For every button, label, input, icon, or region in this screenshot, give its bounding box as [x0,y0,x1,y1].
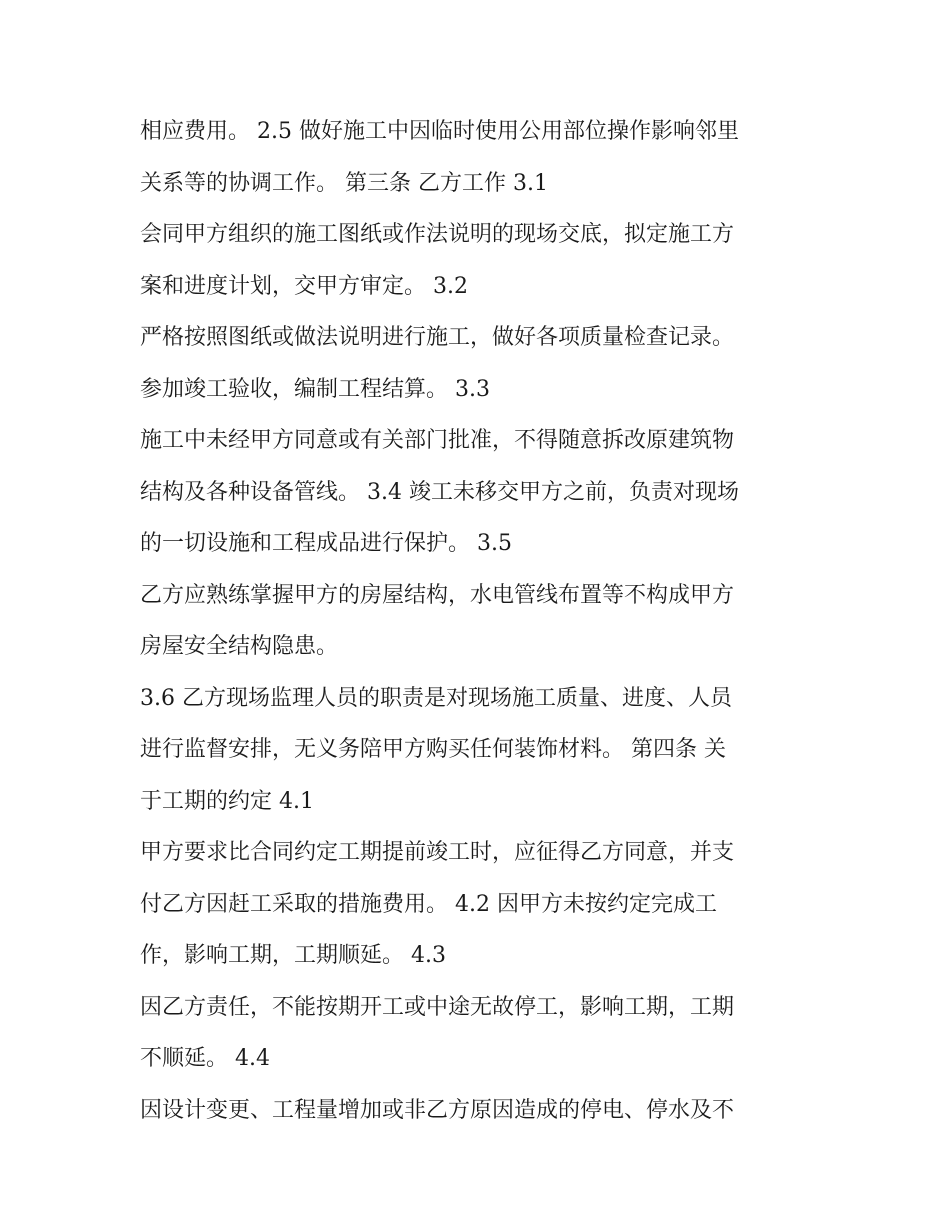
text-line: 于工期的约定 4.1 [140,788,314,814]
text-line: 甲方要求比合同约定工期提前竣工时，应征得乙方同意，并支 [140,840,735,865]
contract-text-body [140,106,830,1136]
text-line: 的一切设施和工程成品进行保护。 3.5 [140,531,512,556]
text-line: 施工中未经甲方同意或有关部门批准，不得随意拆改原建筑物 [140,428,735,453]
text-line: 乙方应熟练掌握甲方的房屋结构，水电管线布置等不构成甲方 [140,582,735,608]
text-line: 相应费用。 2.5 做好施工中因临时使用公用部位操作影响邻里 [140,119,739,144]
text-line: 因乙方责任，不能按期开工或中途无故停工，影响工期，工期 [140,994,735,1020]
text-line: 不顺延。 4.4 [140,1046,270,1071]
text-line: 作，影响工期，工期顺延。 4.3 [140,943,446,968]
text-line: 案和进度计划，交甲方审定。 3.2 [140,273,468,299]
text-line: 关系等的协调工作。 第三条 乙方工作 3.1 [140,170,548,196]
text-line: 严格按照图纸或做法说明进行施工，做好各项质量检查记录。 [140,325,735,350]
text-line: 进行监督安排，无义务陪甲方购买任何装饰材料。 第四条 关 [140,737,726,762]
text-line: 付乙方因赶工采取的措施费用。 4.2 因甲方未按约定完成工 [140,891,717,917]
text-line: 因设计变更、工程量增加或非乙方原因造成的停电、停水及不 [140,1097,735,1123]
text-line: 参加竣工验收，编制工程结算。 3.3 [140,376,490,402]
text-line: 会同甲方组织的施工图纸或作法说明的现场交底，拟定施工方 [140,222,735,247]
text-line: 3.6 乙方现场监理人员的职责是对现场施工质量、进度、人员 [140,685,732,711]
text-line: 结构及各种设备管线。 3.4 竣工未移交甲方之前，负责对现场 [140,479,739,505]
text-line: 房屋安全结构隐患。 [140,634,339,659]
